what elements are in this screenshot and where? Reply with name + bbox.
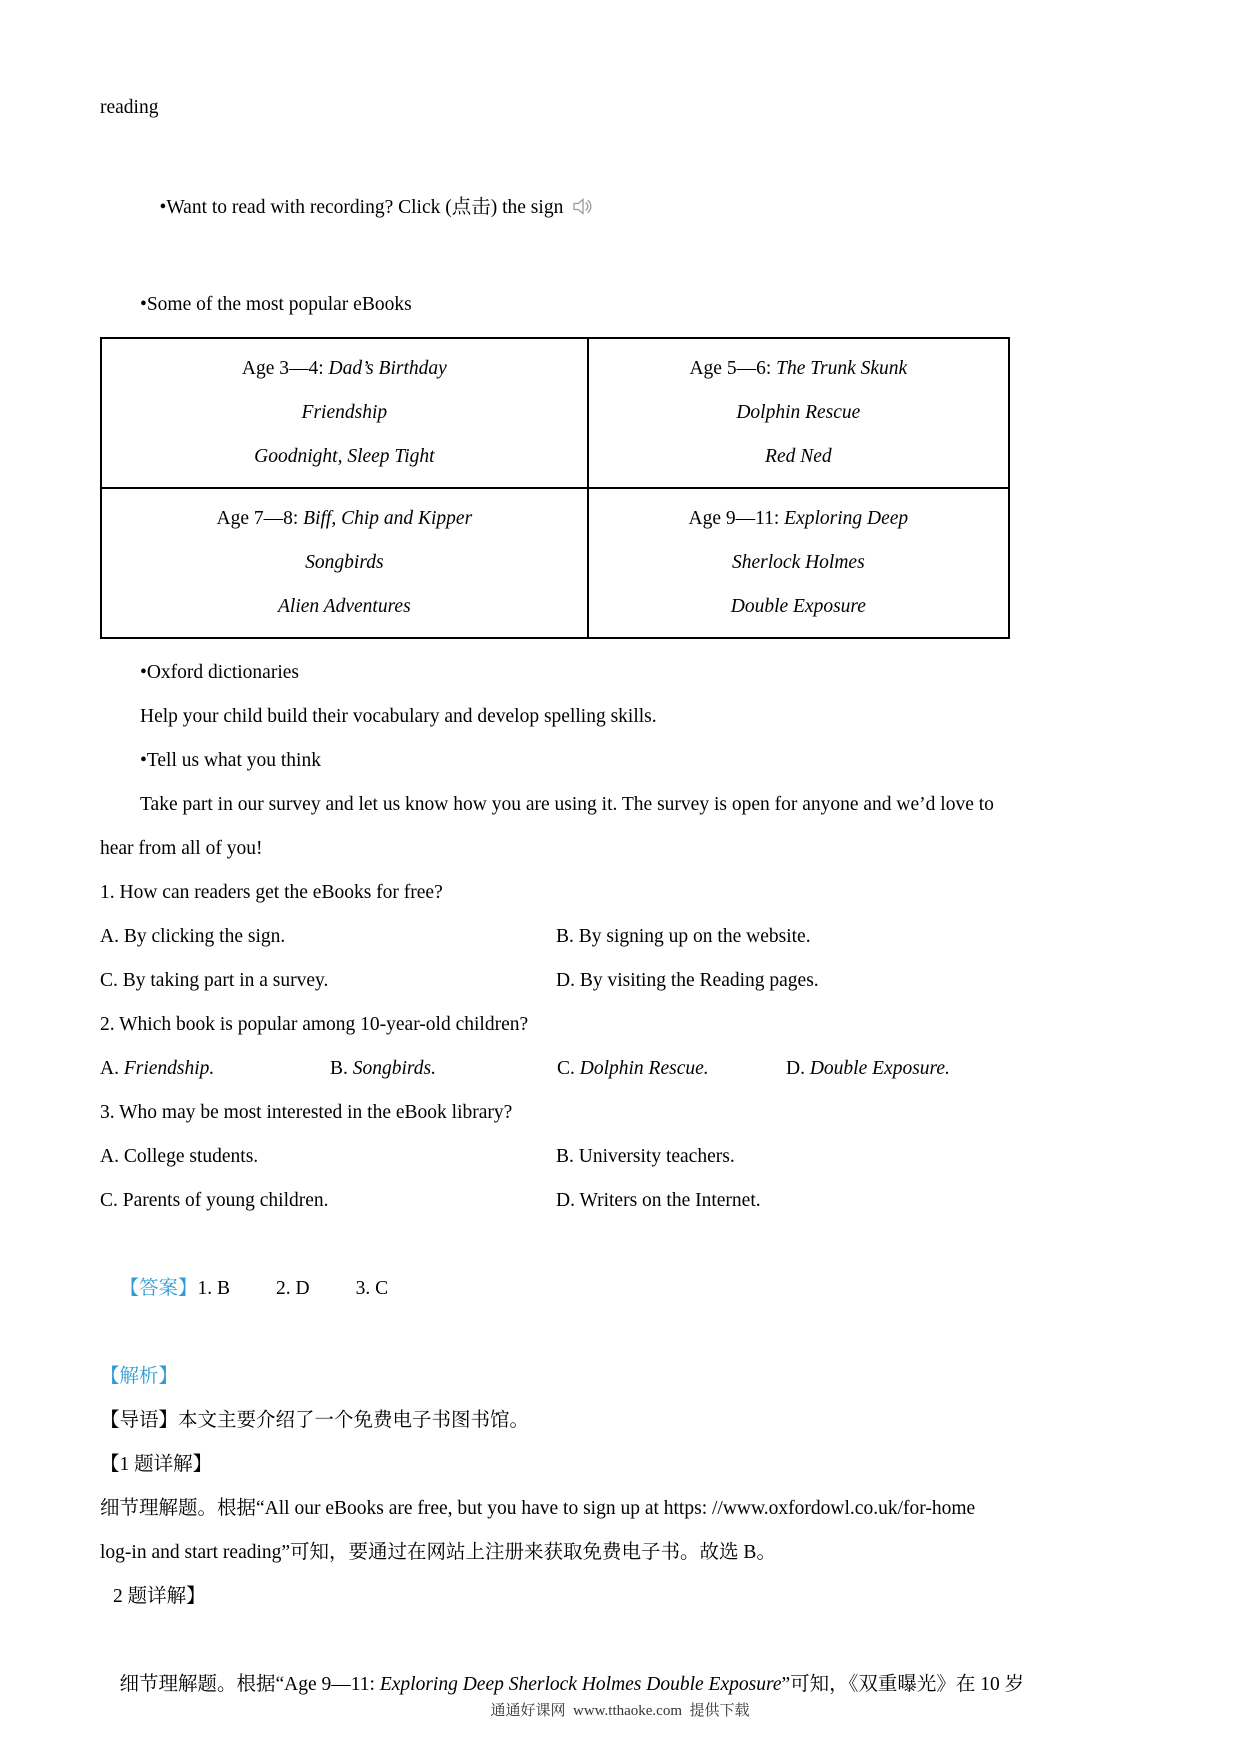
ebook-cell-line: [599, 541, 998, 585]
speaker-icon: [572, 189, 593, 233]
ebook-cell-line: [112, 497, 577, 541]
book-title: Dolphin Rescue: [736, 402, 861, 423]
ebook-cell-line: [112, 435, 577, 479]
question-2-options: [100, 1047, 1140, 1091]
bullet-recording-text: •Want to read with recording? Click (点击) the sign: [159, 197, 569, 218]
ebook-cell-line: [112, 391, 577, 435]
book-title: Exploring Deep: [784, 508, 909, 529]
bullet-popular: •Some of the most popular eBooks: [140, 294, 412, 315]
question-3-option-b: B. University teachers.: [556, 1146, 735, 1167]
question-2-option-a: [100, 1047, 330, 1091]
book-title: Goodnight, Sleep Tight: [254, 446, 435, 467]
question-3-option-a: A. College students.: [100, 1146, 259, 1167]
answer-q1: 1. B: [197, 1278, 231, 1299]
book-title: The Trunk Skunk: [776, 358, 908, 379]
detail-1-heading: 【1 题详解】: [100, 1454, 213, 1475]
age-range-label: Age 9—11:: [688, 508, 785, 529]
book-title: Songbirds: [305, 552, 384, 573]
question-2-option-d: [786, 1047, 1140, 1091]
ebook-cell-line: [599, 347, 998, 391]
survey-paragraph-line-2: hear from all of you!: [100, 838, 263, 859]
question-1-option-b: B. By signing up on the website.: [556, 926, 811, 947]
page-footer: 通通好课网 www.tthaoke.com 提供下载: [490, 1703, 750, 1719]
question-3-options: [100, 1135, 1140, 1223]
question-2-option-c: [557, 1047, 786, 1091]
question-1-option-a: A. By clicking the sign.: [100, 926, 286, 947]
question-2-stem: 2. Which book is popular among 10-year-old children?: [100, 1014, 529, 1035]
ebooks-table-row-1: [101, 338, 1009, 488]
option-label: D.: [786, 1058, 810, 1079]
age-range-label: Age 7—8:: [216, 508, 304, 529]
option-label: B.: [330, 1058, 353, 1079]
detail-1-text-line-1: 细节理解题。根据“All our eBooks are free, but you have to sign up at https: //www.oxfordowl.co.uk/for-home: [100, 1498, 976, 1519]
ebook-cell-line: [112, 347, 577, 391]
book-title: Songbirds.: [352, 1058, 437, 1079]
question-1-options: [100, 915, 1140, 1003]
lead-in-line: 【导语】本文主要介绍了一个免费电子书图书馆。: [100, 1410, 530, 1431]
ebook-cell-line: [599, 435, 998, 479]
book-title: Alien Adventures: [278, 596, 411, 617]
answer-q3: 3. C: [355, 1278, 389, 1299]
analysis-label: 【解析】: [100, 1366, 179, 1387]
ebook-cell-line: [599, 391, 998, 435]
question-1-option-c: C. By taking part in a survey.: [100, 970, 329, 991]
ebook-cell-age-7-8: [101, 488, 588, 638]
bullet-recording: [100, 142, 1140, 277]
paragraph-reading: reading: [100, 97, 159, 118]
book-title: Sherlock Holmes: [732, 552, 865, 573]
detail-2-text-prefix: 细节理解题。根据“Age 9—11:: [119, 1674, 380, 1695]
answer-line: [100, 1223, 1140, 1355]
answer-q2: 2. D: [276, 1278, 310, 1299]
detail-2-heading: 2 题详解】: [113, 1586, 206, 1607]
detail-2-text: [100, 1619, 1140, 1751]
question-1-option-d: D. By visiting the Reading pages.: [556, 970, 819, 991]
question-3-option-c: C. Parents of young children.: [100, 1190, 329, 1211]
question-1-stem: 1. How can readers get the eBooks for free?: [100, 882, 443, 903]
ebooks-table: [100, 337, 1010, 639]
ebook-cell-line: [112, 541, 577, 585]
detail-2-quoted-title: Exploring Deep Sherlock Holmes Double Exposure: [379, 1674, 782, 1695]
question-2-option-b: [330, 1047, 557, 1091]
ebooks-table-row-2: [101, 488, 1009, 638]
answer-label: 【答案】: [119, 1278, 198, 1299]
book-title: Biff, Chip and Kipper: [303, 508, 473, 529]
ebook-cell-age-3-4: [101, 338, 588, 488]
bullet-dictionaries: •Oxford dictionaries: [140, 662, 299, 683]
question-3-stem: 3. Who may be most interested in the eBook library?: [100, 1102, 513, 1123]
book-title: Friendship.: [123, 1058, 215, 1079]
option-label: C.: [557, 1058, 580, 1079]
ebook-cell-line: [599, 585, 998, 629]
book-title: Double Exposure: [730, 596, 866, 617]
ebook-cell-age-9-11: [588, 488, 1009, 638]
book-title: Double Exposure.: [809, 1058, 950, 1079]
ebook-cell-age-5-6: [588, 338, 1009, 488]
ebook-cell-line: [112, 585, 577, 629]
book-title: Red Ned: [765, 446, 832, 467]
book-title: Friendship: [301, 402, 388, 423]
detail-1-text-line-2: log-in and start reading”可知，要通过在网站上注册来获取免费电子书。故选 B。: [100, 1542, 776, 1563]
book-title: Dad’s Birthday: [328, 358, 447, 379]
age-range-label: Age 5—6:: [689, 358, 777, 379]
option-label: A.: [100, 1058, 124, 1079]
dictionaries-description: Help your child build their vocabulary and develop spelling skills.: [140, 706, 657, 727]
question-3-option-d: D. Writers on the Internet.: [556, 1190, 761, 1211]
ebook-cell-line: [599, 497, 998, 541]
survey-paragraph-line-1: Take part in our survey and let us know how you are using it. The survey is open for anyone and we’d love to: [140, 794, 994, 815]
bullet-tell-us: •Tell us what you think: [140, 750, 321, 771]
age-range-label: Age 3—4:: [241, 358, 329, 379]
detail-2-text-suffix: ”可知，《双重曝光》在 10 岁: [781, 1674, 1025, 1695]
book-title: Dolphin Rescue.: [579, 1058, 709, 1079]
